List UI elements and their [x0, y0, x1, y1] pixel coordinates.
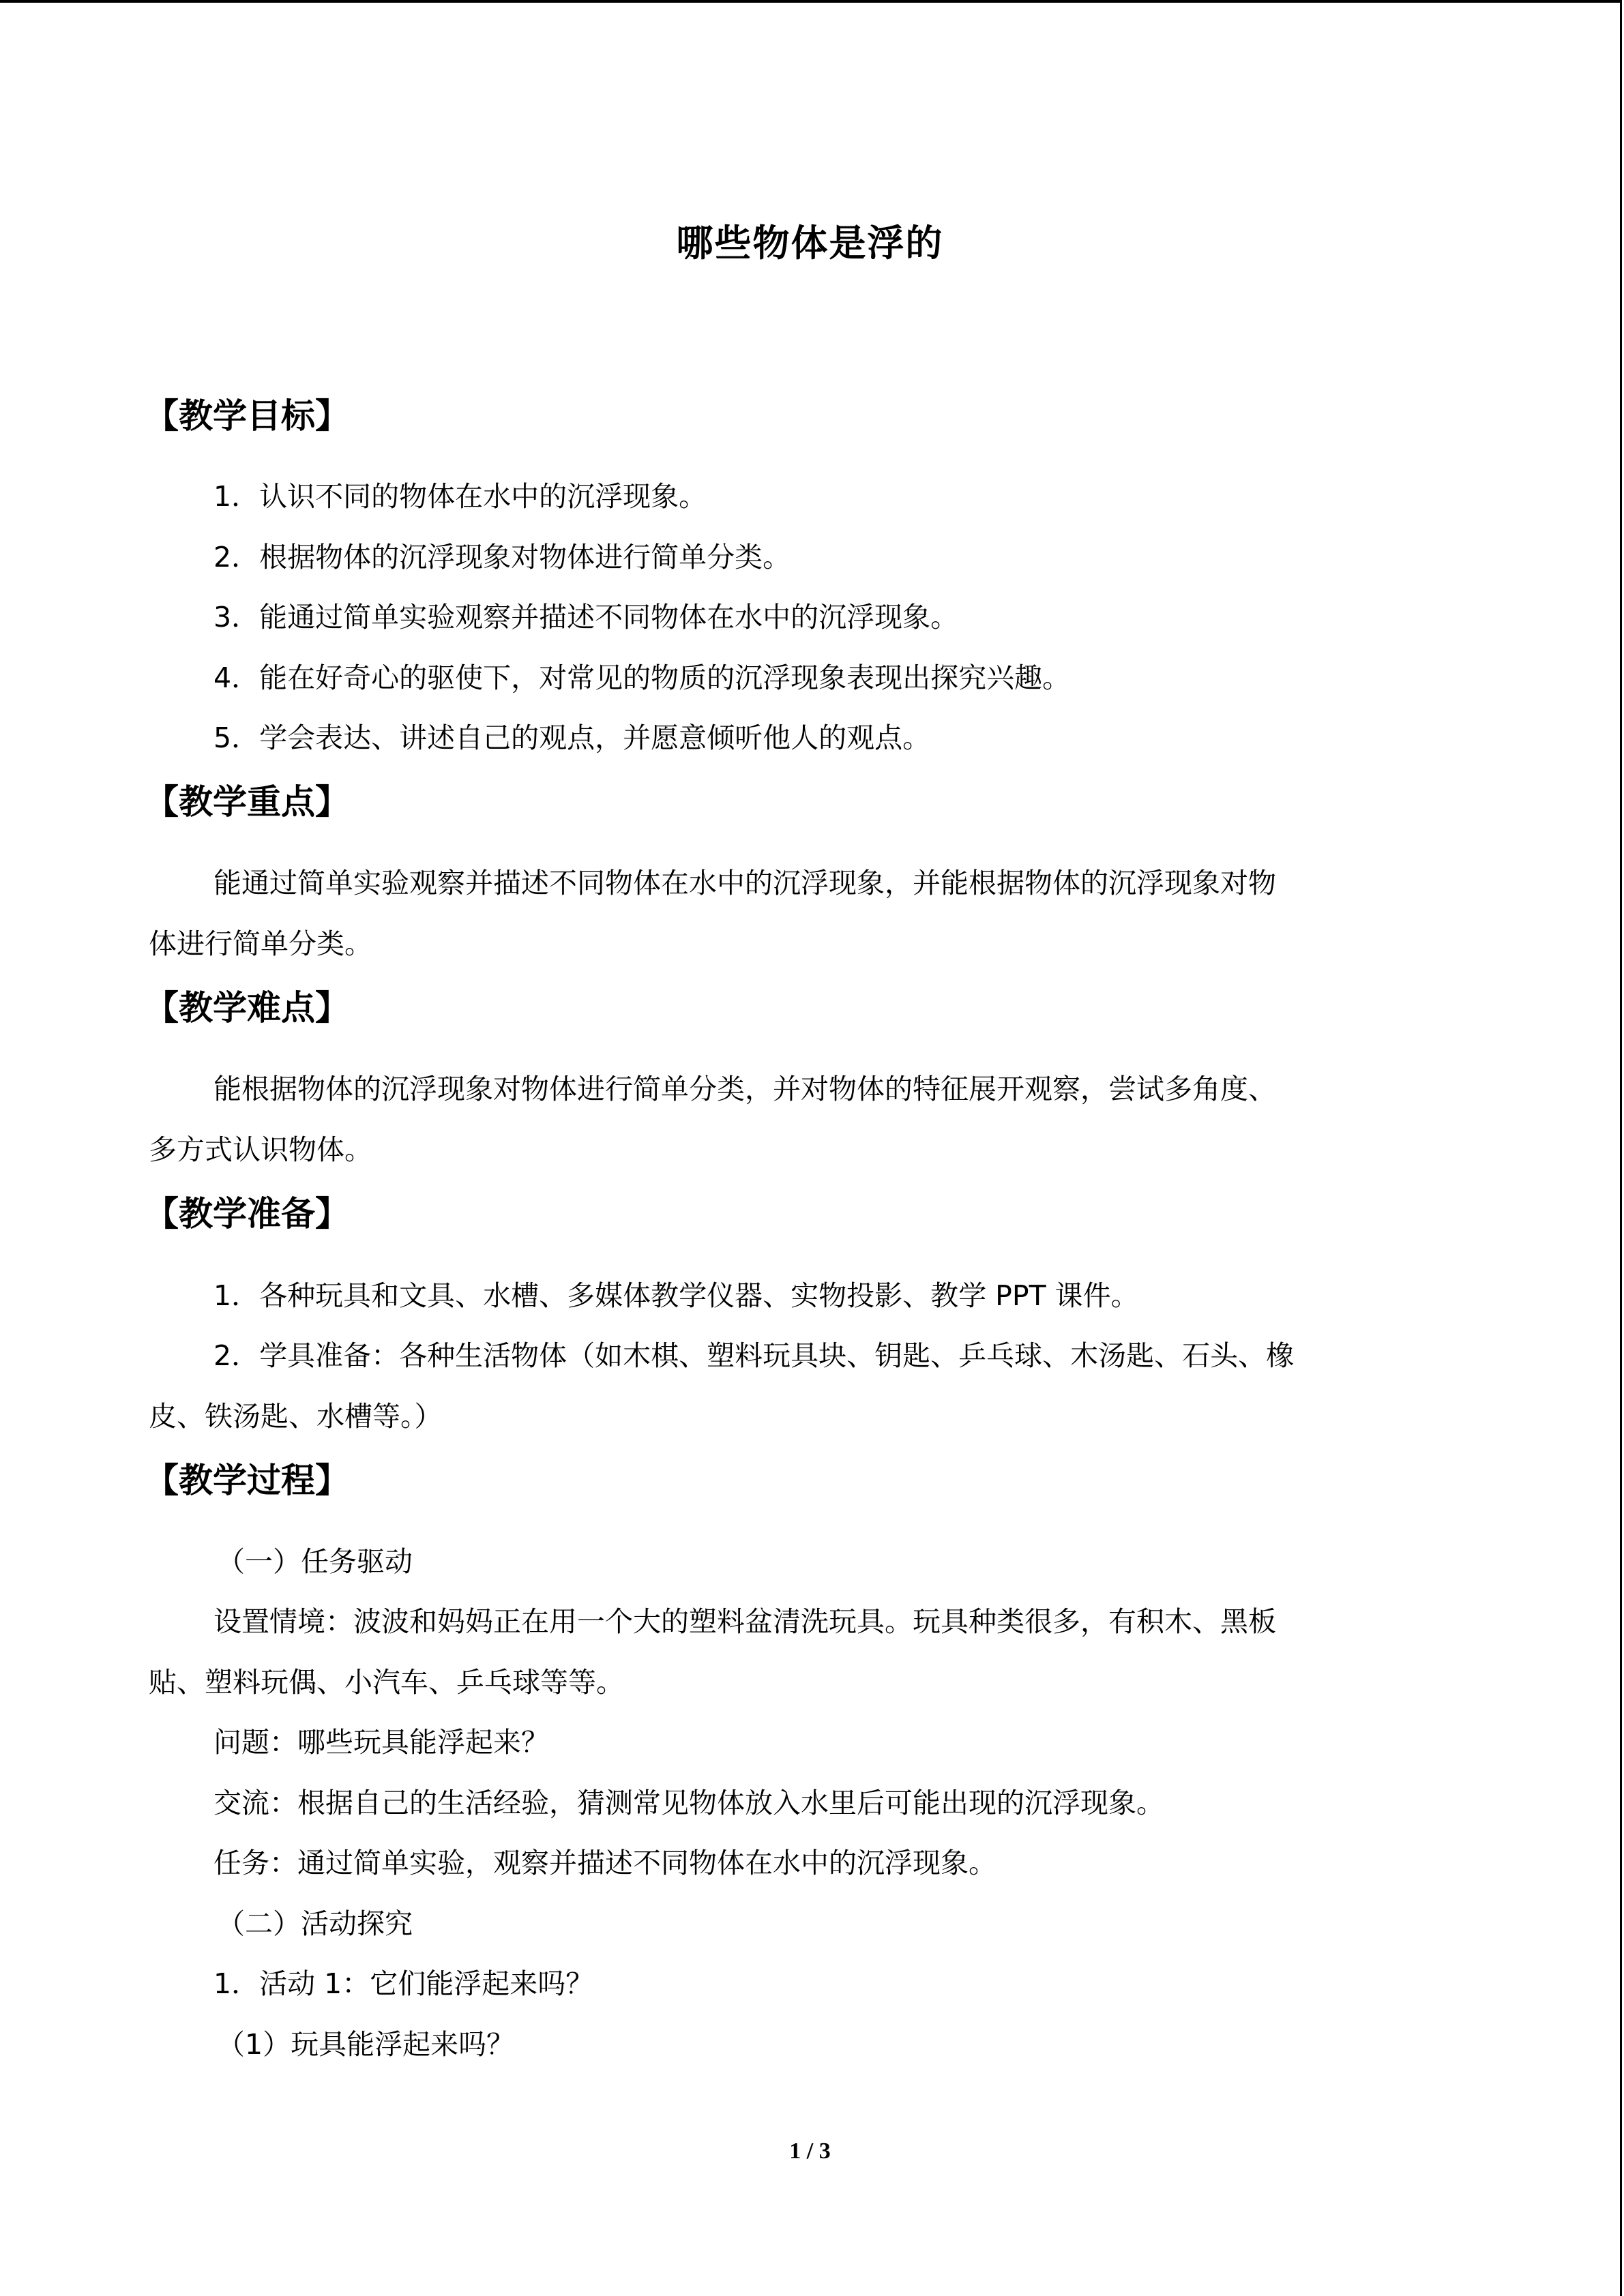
process-part1-title: （一）任务驱动 — [217, 1545, 413, 1578]
objective-item: 2．根据物体的沉浮现象对物体进行简单分类。 — [213, 541, 791, 573]
process-activity-1: 1．活动 1：它们能浮起来吗？ — [213, 1967, 594, 2000]
heading-teaching-process: 【教学过程】 — [145, 1461, 349, 1500]
difficulties-text-line: 多方式认识物体。 — [149, 1133, 372, 1166]
preparation-item: 2．学具准备：各种生活物体（如木棋、塑料玩具块、钥匙、乒乓球、木汤匙、石头、橡 — [213, 1339, 1295, 1372]
heading-difficulties: 【教学难点】 — [145, 988, 349, 1028]
key-points-text-line: 能通过简单实验观察并描述不同物体在水中的沉浮现象，并能根据物体的沉浮现象对物 — [213, 867, 1276, 899]
objective-item: 1．认识不同的物体在水中的沉浮现象。 — [213, 480, 707, 513]
heading-key-points: 【教学重点】 — [145, 782, 349, 822]
objective-item: 4．能在好奇心的驱使下，对常见的物质的沉浮现象表现出探究兴趣。 — [213, 661, 1071, 694]
heading-teaching-objectives: 【教学目标】 — [145, 396, 349, 436]
process-discussion: 交流：根据自己的生活经验，猜测常见物体放入水里后可能出现的沉浮现象。 — [213, 1787, 1164, 1819]
objective-item: 5．学会表达、讲述自己的观点，并愿意倾听他人的观点。 — [213, 721, 931, 754]
difficulties-text-line: 能根据物体的沉浮现象对物体进行简单分类，并对物体的特征展开观察，尝试多角度、 — [213, 1073, 1276, 1105]
process-task: 任务：通过简单实验，观察并描述不同物体在水中的沉浮现象。 — [213, 1847, 996, 1879]
process-activity-1-sub-1: （1）玩具能浮起来吗？ — [217, 2028, 515, 2061]
objective-item: 3．能通过简单实验观察并描述不同物体在水中的沉浮现象。 — [213, 601, 959, 633]
process-question: 问题：哪些玩具能浮起来？ — [213, 1726, 549, 1759]
preparation-item-continuation: 皮、铁汤匙、水槽等。） — [149, 1400, 443, 1433]
heading-preparation: 【教学准备】 — [145, 1194, 349, 1234]
process-scenario-line: 设置情境：波波和妈妈正在用一个大的塑料盆清洗玩具。玩具种类很多，有积木、黑板 — [213, 1605, 1276, 1638]
process-part2-title: （二）活动探究 — [217, 1907, 413, 1940]
preparation-item: 1．各种玩具和文具、水槽、多媒体教学仪器、实物投影、教学 PPT 课件。 — [213, 1279, 1139, 1312]
page-number: 1 / 3 — [789, 2138, 831, 2164]
process-scenario-line: 贴、塑料玩偶、小汽车、乒乓球等等。 — [149, 1666, 624, 1699]
document-title: 哪些物体是浮的 — [676, 222, 944, 265]
key-points-text-line: 体进行简单分类。 — [149, 927, 372, 960]
